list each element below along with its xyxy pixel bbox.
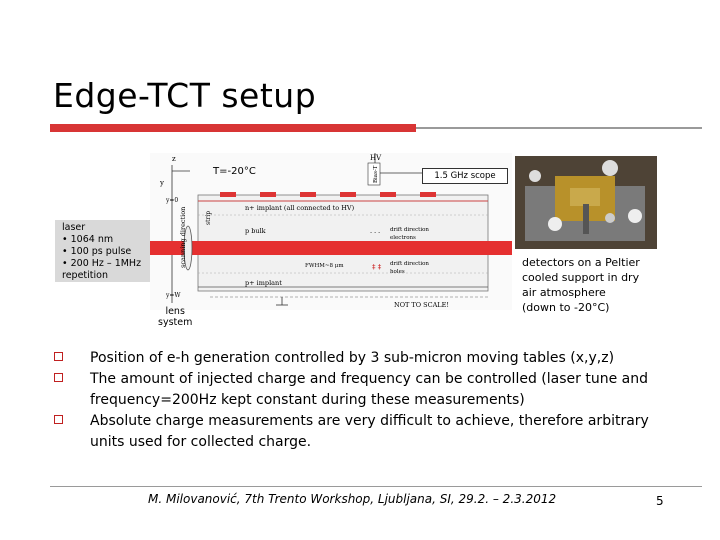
- list-item: Position of e-h generation controlled by 3 sub-micron moving tables (x,y,z): [54, 348, 664, 369]
- temperature-label: T=-20°C: [213, 166, 256, 177]
- svg-text:- - -: - - -: [370, 229, 381, 236]
- list-item: The amount of injected charge and frequency can be controlled (laser tune and frequency=200Hz kept constant during these measurements): [54, 369, 664, 411]
- drift-electrons-label: drift direction: [390, 227, 429, 233]
- y0-label: y=0: [166, 197, 179, 204]
- page-number: 5: [656, 494, 664, 508]
- drift-holes-label: drift direction: [390, 261, 429, 267]
- photo-svg: [515, 156, 657, 249]
- strip-label: strip: [205, 210, 212, 225]
- title-accent-bar: [50, 124, 416, 132]
- footer-text: M. Milovanović, 7th Trento Workshop, Ljubljana, SI, 29.2. – 2.3.2012: [148, 492, 557, 506]
- laser-line: • 100 ps pulse: [62, 246, 132, 257]
- electrons-label: electrons: [390, 235, 416, 241]
- fwhm-label: FWHM~8 μm: [305, 263, 344, 269]
- lens-system-label: lens system: [158, 306, 193, 328]
- scanning-direction-label: scanning direction: [179, 206, 187, 268]
- n-implant-label: n+ implant (all connected to HV): [245, 204, 355, 212]
- scope-label: 1.5 GHz scope: [422, 168, 508, 184]
- laser-beam: [150, 241, 512, 255]
- svg-text:‡ ‡: ‡ ‡: [372, 263, 382, 271]
- laser-line: • 1064 nm: [62, 234, 114, 245]
- laser-info: [62, 222, 141, 282]
- bullet-list: [54, 348, 664, 453]
- photo-caption: detectors on a Peltier cooled support in dry air atmosphere (down to -20°C): [522, 256, 640, 314]
- list-item: Absolute charge measurements are very difficult to achieve, therefore arbitrary units used for collected charge.: [54, 411, 664, 453]
- not-to-scale-label: NOT TO SCALE!: [394, 301, 449, 309]
- bullet-square-icon: [54, 352, 63, 361]
- slide-title: Edge-TCT setup: [53, 76, 317, 115]
- z-axis-label: z: [172, 155, 176, 163]
- footer-rule: [50, 486, 702, 487]
- p-bulk-label: p bulk: [245, 227, 266, 235]
- laser-line: repetition: [62, 270, 108, 281]
- hv-label: HV: [370, 154, 382, 162]
- laser-line: • 200 Hz – 1MHz: [62, 258, 142, 269]
- holes-label: holes: [390, 269, 405, 275]
- p-implant-label: p+ implant: [245, 279, 282, 287]
- bullet-square-icon: [54, 415, 63, 424]
- peltier-setup-photo: [515, 156, 657, 249]
- yw-label: y=W: [166, 292, 181, 299]
- title-rule: [416, 127, 702, 129]
- y-axis-label: y: [160, 179, 164, 187]
- bias-tee-label: Bias-T: [373, 165, 379, 183]
- bullet-square-icon: [54, 373, 63, 382]
- laser-line: laser: [62, 222, 86, 233]
